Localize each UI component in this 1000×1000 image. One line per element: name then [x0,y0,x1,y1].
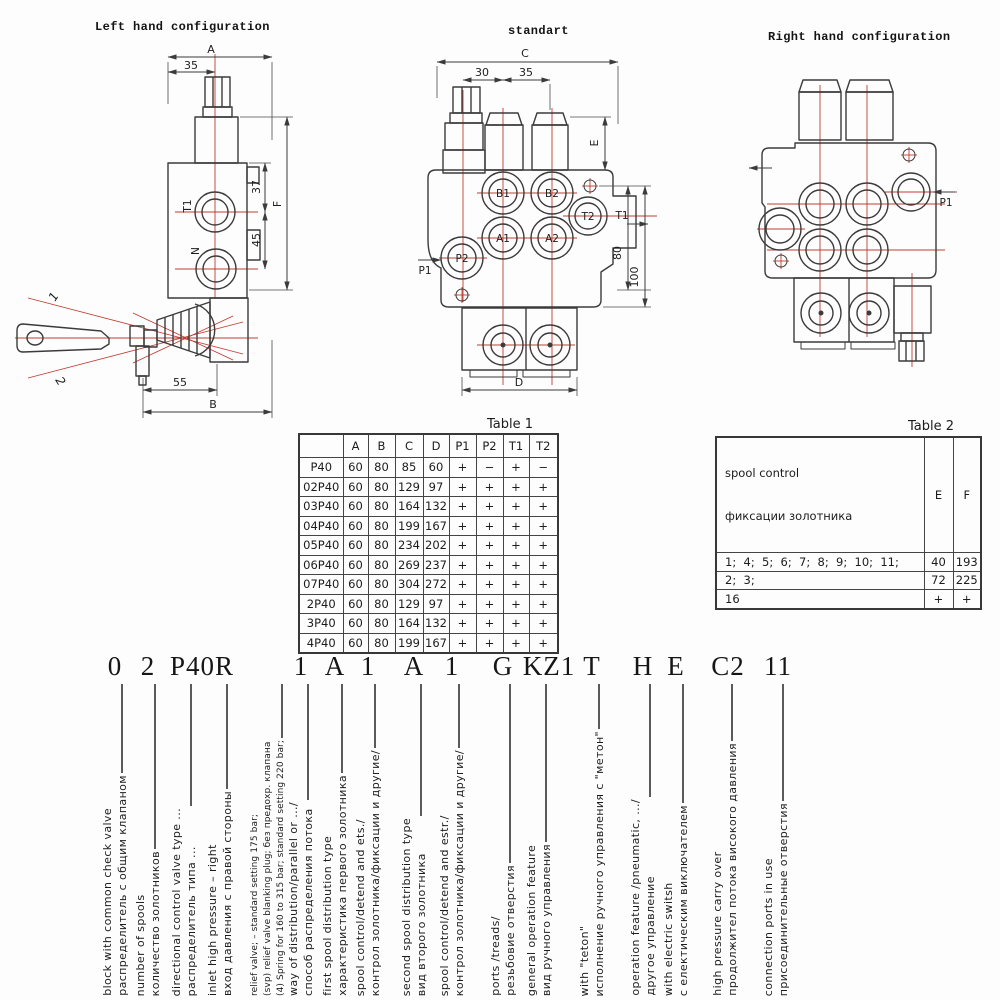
dim-37: 37 [250,180,263,194]
legend-text-line: second spool distribution type [400,817,413,996]
table1-cell: 202 [423,536,449,556]
port-P1: P1 [939,197,953,209]
table1-cell: 234 [395,536,423,556]
table1-cell: 60 [343,458,368,478]
order-code-item: 1 [293,651,309,681]
legend-text-line: контрол золотника/фиксации и другие/ [453,749,466,996]
dim-B: B [209,398,217,411]
leader-line [190,684,192,806]
legend-text-line: spool control/detend and estr./ [438,815,451,996]
table1-cell: + [476,594,503,614]
table1-cell: 167 [423,516,449,536]
table2-header-row [716,437,981,553]
table2-cell: 2; 3; [716,571,924,590]
table-row [299,594,558,614]
table1-cell: 132 [423,497,449,517]
dim-30: 30 [475,66,489,79]
table1-header-cell: T1 [503,434,529,458]
table1-cell: 06P40 [299,555,343,575]
table1-cell: 80 [368,458,395,478]
leader-line [509,684,511,863]
left-hand-configuration-drawing [15,40,325,430]
table1-cell: 164 [395,497,423,517]
legend-text [353,748,383,996]
table-row [299,536,558,556]
table-row [299,614,558,634]
leader-line [420,684,422,816]
table1-cell: + [449,633,476,653]
table-row [299,575,558,595]
port-B2: B2 [545,188,559,200]
port-A1: A1 [496,233,510,245]
legend-text-line: другое управление [644,876,657,996]
table1-header-cell [299,434,343,458]
legend-text-line: block with common check valve [101,808,114,996]
table2-cell: 16 [716,590,924,609]
legend-text-line: способ распределения потока [302,808,315,996]
legend-text-line: количество золотников [149,850,162,996]
left-valve-body [17,77,260,385]
table1-cell: + [476,536,503,556]
leader-line [682,684,684,803]
table1-cell: − [529,458,558,478]
table-row [299,458,558,478]
table-row [716,571,981,590]
port-A2: A2 [545,233,559,245]
order-code-item: H [632,651,654,681]
order-code-item: KZ1 [522,651,576,681]
legend-text-line: relief valve; – standard setting 175 bar; [249,813,260,996]
table1-cell: 07P40 [299,575,343,595]
table1-cell: 4P40 [299,633,343,653]
port-N: N [190,247,202,255]
legend-text-line: operation feature /pneumatic, .../ [629,799,642,996]
legend-text [577,729,607,996]
table1-cell: + [503,516,529,536]
table2-header-spool-control [716,437,924,553]
table1-cell: + [503,614,529,634]
legend-text-line: inlet high pressure – right [206,844,219,996]
table2 [715,436,982,610]
table1-cell: + [449,536,476,556]
dim-A: A [207,43,215,56]
order-code-item: P40R [169,651,235,681]
dim-45: 45 [250,233,263,247]
dim-E: E [588,139,601,147]
table2-header-f: F [953,437,981,553]
table1-cell: + [529,633,558,653]
table1-cell: 60 [343,555,368,575]
lever-pos-2: 2 [52,374,69,389]
legend-text [399,816,429,996]
table2-body [716,553,981,609]
legend-text-line: directional control valve type ... [170,807,183,996]
order-code-item: G [492,651,514,681]
legend-text [710,741,740,996]
table1-cell: + [476,477,503,497]
leader-line [458,684,460,748]
table1-cell: + [529,536,558,556]
table1-cell: 60 [343,594,368,614]
table1-cell: 80 [368,614,395,634]
table1-cell: + [449,614,476,634]
table1-cell: 237 [423,555,449,575]
dim-C: C [521,47,529,60]
table1-cell: + [503,497,529,517]
table1-cell: 167 [423,633,449,653]
table1-cell: 80 [368,516,395,536]
legend-text-line: продолжител потока високого давления [726,743,739,996]
table2-cell: 40 [924,553,953,572]
table1-cell: + [529,497,558,517]
table1-cell: 60 [423,458,449,478]
table1-cell: 97 [423,594,449,614]
legend-text [437,748,467,996]
table1-cell: + [503,458,529,478]
table-row [299,633,558,653]
leader-line [154,684,156,849]
legend-text-line: вид второго золотника [415,853,428,996]
order-code-legend-column [652,684,700,996]
table1-cell: + [503,477,529,497]
table1-cell: 129 [395,594,423,614]
order-code-item: 2 [140,651,156,681]
table1-cell: 60 [343,614,368,634]
legend-text [524,842,554,996]
legend-text-line: spool control/detend and ets./ [354,818,367,996]
legend-text-line: контрол золотника/фиксации и другие/ [369,749,382,996]
table1-cell: 80 [368,477,395,497]
order-code-item: 1 [444,651,460,681]
table1-cell: + [449,594,476,614]
table1-cell: 85 [395,458,423,478]
dim-55: 55 [173,376,187,389]
table1-cell: 80 [368,536,395,556]
leader-line [307,684,309,800]
order-code-legend-column [515,684,563,996]
table1-cell: 3P40 [299,614,343,634]
legend-text [661,803,691,996]
right-valve-body [759,80,936,361]
table1-cell: + [476,614,503,634]
table1-cell: 60 [343,536,368,556]
table1-cell: + [449,575,476,595]
port-P2: P2 [455,253,469,265]
left-config-title: Left hand configuration [95,20,270,34]
table1-cell: 80 [368,633,395,653]
table-row [299,497,558,517]
legend-text-line: присоединительные отверстия [777,802,790,996]
leader-line [121,684,123,773]
order-code-item: T [583,651,601,681]
legend-text-line: (svp) relief valve blanking plug; без предохр. клапана [262,741,273,996]
dim-D: D [514,376,524,389]
table1-cell: 60 [343,497,368,517]
table1-title: Table 1 [487,417,534,432]
legend-text [169,806,199,996]
order-code-legend-column [428,684,476,996]
leader-line [545,684,547,842]
legend-text-line: first spool distribution type [321,835,334,996]
table1-cell: 03P40 [299,497,343,517]
legend-text-line: с електическим виключателем [677,804,690,996]
table1-cell: 60 [343,633,368,653]
table1-cell: 60 [343,477,368,497]
order-code-legend-column [752,684,800,996]
legend-text-line: ports /treads/ [489,916,502,996]
legend-text-line: вход давления с правой стороны [221,791,234,996]
table1-cell: 269 [395,555,423,575]
table1-cell: 129 [395,477,423,497]
leader-line [374,684,376,748]
order-code-item: C2 [711,651,745,681]
table1-cell: + [503,536,529,556]
table1-cell: 132 [423,614,449,634]
table1-cell: + [529,594,558,614]
table1-cell: + [449,458,476,478]
legend-text-line: распределитель с общим клапаном [116,775,129,996]
table1-cell: + [476,555,503,575]
table1-cell: 199 [395,633,423,653]
table1-header-cell: A [343,434,368,458]
table1-cell: + [449,516,476,536]
legend-text-line: way of distribution/parallel or .../ [287,802,300,996]
legend-text-line: резьбовие отверстия [504,865,517,996]
table1-cell: + [449,555,476,575]
port-P1: P1 [418,265,432,277]
table1-cell: + [529,614,558,634]
legend-text-line: распределитель типа ... [185,845,198,996]
port-T2: T2 [581,211,595,223]
leader-line [341,684,343,773]
table2-header-en: spool control [725,466,800,480]
table1-cell: 04P40 [299,516,343,536]
table1-cell: + [476,575,503,595]
legend-text [488,863,518,996]
table1-cell: 164 [395,614,423,634]
table1-header-row [299,434,558,458]
port-B1: B1 [496,188,510,200]
table2-cell: 193 [953,553,981,572]
table1-body [299,458,558,654]
legend-text-line: характеристика первого золотника [336,775,349,996]
table-row [299,477,558,497]
table-row [716,590,981,609]
table-row [299,516,558,536]
table1-cell: + [529,575,558,595]
table1-cell: 80 [368,575,395,595]
order-code-legend-column [196,684,244,996]
legend-text-line: (4) Spring for 160 to 315 bar; standard setting 220 bar; [275,740,286,996]
port-T1: T1 [182,199,194,213]
table2-cell: 1; 4; 5; 6; 7; 8; 9; 10; 11; [716,553,924,572]
table2-title: Table 2 [908,419,955,434]
table1-cell: 60 [343,516,368,536]
table2-cell: + [953,590,981,609]
table-row [299,555,558,575]
table1-cell: + [476,633,503,653]
dim-80: 80 [611,246,624,260]
table1-cell: + [529,477,558,497]
table1-cell: + [476,516,503,536]
order-code-item: E [667,651,685,681]
table1-cell: 272 [423,575,449,595]
legend-text-line: with electric switsh [662,882,675,996]
table1-cell: + [503,594,529,614]
legend-text-line: with "teton" [578,925,591,996]
table1-header-cell: D [423,434,449,458]
lever-pos-1: 1 [45,289,62,304]
dim-35: 35 [519,66,533,79]
dim-100: 100 [628,266,641,288]
port-T1: T1 [615,210,629,222]
leader-line [731,684,733,741]
table1-cell: 05P40 [299,536,343,556]
table1-cell: 80 [368,555,395,575]
table2-cell: 72 [924,571,953,590]
table1-cell: 199 [395,516,423,536]
leader-line [782,684,784,801]
table1-cell: 80 [368,497,395,517]
order-code-legend-column [568,684,616,996]
table1-cell: + [529,516,558,536]
table1-cell: + [449,497,476,517]
table1-cell: + [529,555,558,575]
table1-cell: + [503,555,529,575]
order-code-item: 0 [107,651,123,681]
standart-drawing [405,40,685,405]
table1-cell: 97 [423,477,449,497]
legend-text-line: исполнение ручного управления с "метон" [593,730,606,996]
right-config-title: Right hand configuration [768,30,951,44]
right-hand-configuration-drawing [745,45,1000,380]
legend-text [205,789,235,996]
table1-cell: − [476,458,503,478]
table1-header-cell: C [395,434,423,458]
order-code-item: 11 [764,651,792,681]
dim-F: F [271,200,284,208]
table1-header-cell: T2 [529,434,558,458]
table1-cell: 304 [395,575,423,595]
standart-title: standart [508,24,569,38]
legend-text-line: general operation feature [525,844,538,996]
leader-line [649,684,651,797]
legend-text-line: number of spools [134,894,147,996]
table1-cell: 02P40 [299,477,343,497]
table1-cell: + [503,575,529,595]
table1-cell: + [503,633,529,653]
legend-text [761,801,791,996]
table1-cell: 60 [343,575,368,595]
table1-cell: + [449,477,476,497]
table1-header-cell: P1 [449,434,476,458]
table-row [716,553,981,572]
table1 [298,433,559,654]
table2-header-e: E [924,437,953,553]
leader-line [598,684,600,729]
legend-text-line: вид ручного управления [540,843,553,996]
right-centerlines [757,85,957,367]
order-code-item: A [403,651,425,681]
order-code-item: 1 [360,651,376,681]
dim-35: 35 [184,59,198,72]
legend-text-line: high pressure carry over [711,851,724,996]
leader-line [226,684,228,789]
table2-header-ru: фиксации золотника [725,509,853,523]
table2-cell: 225 [953,571,981,590]
legend-text [133,849,163,996]
order-code-item: A [324,651,346,681]
table1-cell: 80 [368,594,395,614]
table1-cell: P40 [299,458,343,478]
table1-cell: + [476,497,503,517]
table1-header-cell: B [368,434,395,458]
order-code-legend-column [344,684,392,996]
legend-text-line: connection ports in use [762,857,775,996]
order-code-legend-column [701,684,749,996]
table1-header-cell: P2 [476,434,503,458]
table2-cell: + [924,590,953,609]
table1-cell: 2P40 [299,594,343,614]
